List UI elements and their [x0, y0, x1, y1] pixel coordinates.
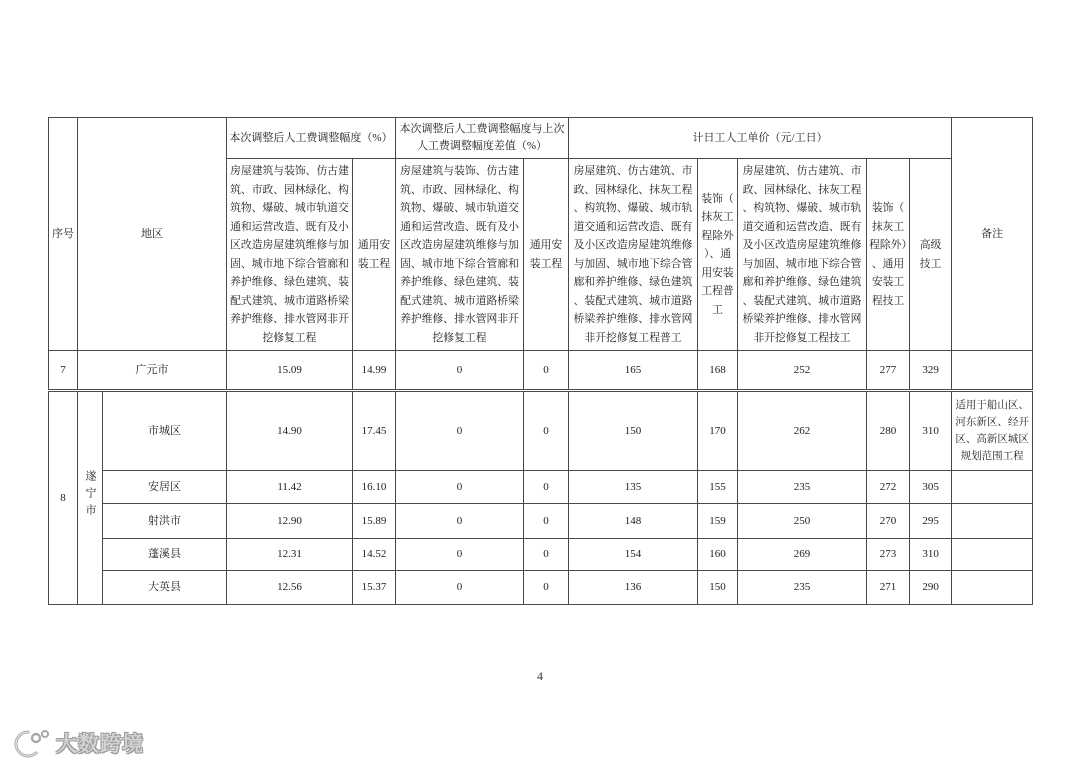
- table-row: [49, 391, 1033, 471]
- remark-cell: [952, 539, 1033, 571]
- value-cell: 12.90: [227, 504, 353, 539]
- wage-adjustment-table: [48, 117, 1033, 605]
- value-cell: 15.37: [353, 571, 396, 605]
- watermark: [8, 726, 144, 760]
- value-cell: 329: [910, 351, 952, 391]
- value-cell: 0: [396, 539, 524, 571]
- table-row: [49, 351, 1033, 391]
- value-cell: 310: [910, 391, 952, 471]
- value-cell: 14.90: [227, 391, 353, 471]
- table-row: [49, 571, 1033, 605]
- value-cell: 159: [698, 504, 738, 539]
- header-adjustment-range: 本次调整后人工费调整幅度（%）: [227, 118, 396, 159]
- value-cell: 277: [867, 351, 910, 391]
- value-cell: 12.56: [227, 571, 353, 605]
- value-cell: 252: [738, 351, 867, 391]
- value-cell: 0: [524, 571, 569, 605]
- header-region: 地区: [78, 118, 227, 351]
- value-cell: 15.09: [227, 351, 353, 391]
- subheader-senior-technician: 高级技工: [910, 159, 952, 351]
- subheader-decoration-technician: 装饰（抹灰工程除外）、通用安装工程技工: [867, 159, 910, 351]
- value-cell: 0: [524, 351, 569, 391]
- value-cell: 262: [738, 391, 867, 471]
- value-cell: 15.89: [353, 504, 396, 539]
- logo-icon: [8, 726, 52, 760]
- value-cell: 270: [867, 504, 910, 539]
- remark-text: 适用于船山区、河东新区、经开区、高新区城区规划范围工程: [955, 400, 1029, 462]
- value-cell: 165: [569, 351, 698, 391]
- value-cell: 0: [396, 471, 524, 504]
- city-name: 遂宁市: [84, 469, 96, 521]
- subheader-building-range: 房屋建筑与装饰、仿古建筑、市政、园林绿化、构筑物、爆破、城市轨道交通和运营改造、既有及小区改造房屋建筑维修与加固、城市地下综合管廊和养护维修、绿色建筑、装配式建筑、城市道路桥梁养护维修、排水管网非开挖修复工程: [227, 159, 353, 351]
- header-adjustment-difference: 本次调整后人工费调整幅度与上次人工费调整幅度差值（%）: [396, 118, 569, 159]
- seq-cell: 8: [49, 391, 78, 605]
- district-cell: 市城区: [103, 391, 227, 471]
- value-cell: 160: [698, 539, 738, 571]
- value-cell: 271: [867, 571, 910, 605]
- remark-cell: [952, 571, 1033, 605]
- value-cell: 0: [396, 571, 524, 605]
- remark-cell: [952, 471, 1033, 504]
- value-cell: 295: [910, 504, 952, 539]
- header-seq: 序号: [49, 118, 78, 351]
- value-cell: 269: [738, 539, 867, 571]
- value-cell: 170: [698, 391, 738, 471]
- header-remark: 备注: [952, 118, 1033, 351]
- remark-cell: [952, 351, 1033, 391]
- table-row: [49, 504, 1033, 539]
- value-cell: 136: [569, 571, 698, 605]
- header-daily-wage: 计日工人工单价（元/工日）: [569, 118, 952, 159]
- value-cell: 250: [738, 504, 867, 539]
- value-cell: 12.31: [227, 539, 353, 571]
- district-cell: 安居区: [103, 471, 227, 504]
- value-cell: 155: [698, 471, 738, 504]
- subheader-building-technician: 房屋建筑、仿古建筑、市政、园林绿化、抹灰工程、构筑物、爆破、城市轨道交通和运营改造、既有及小区改造房屋建筑维修与加固、城市地下综合管廊和养护维修、绿色建筑、装配式建筑、城市道路桥梁养护维修、排水管网非开挖修复工程技工: [738, 159, 867, 351]
- value-cell: 0: [524, 391, 569, 471]
- city-cell: [78, 391, 103, 605]
- value-cell: 0: [524, 539, 569, 571]
- value-cell: 16.10: [353, 471, 396, 504]
- value-cell: 168: [698, 351, 738, 391]
- value-cell: 148: [569, 504, 698, 539]
- subheader-installation-range: 通用安装工程: [353, 159, 396, 351]
- seq-cell: 7: [49, 351, 78, 391]
- value-cell: 272: [867, 471, 910, 504]
- value-cell: 273: [867, 539, 910, 571]
- watermark-text: 大数跨境: [56, 732, 144, 756]
- value-cell: 0: [396, 391, 524, 471]
- value-cell: 235: [738, 571, 867, 605]
- value-cell: 14.52: [353, 539, 396, 571]
- district-cell: 蓬溪县: [103, 539, 227, 571]
- subheader-decoration-laborer: 装饰（抹灰工程除外）、通用安装工程普工: [698, 159, 738, 351]
- remark-cell: [952, 504, 1033, 539]
- remark-cell: [952, 391, 1033, 471]
- district-cell: 大英县: [103, 571, 227, 605]
- value-cell: 150: [569, 391, 698, 471]
- value-cell: 135: [569, 471, 698, 504]
- value-cell: 14.99: [353, 351, 396, 391]
- subheader-building-difference: 房屋建筑与装饰、仿古建筑、市政、园林绿化、构筑物、爆破、城市轨道交通和运营改造、既有及小区改造房屋建筑维修与加固、城市地下综合管廊和养护维修、绿色建筑、装配式建筑、城市道路桥梁养护维修、排水管网非开挖修复工程: [396, 159, 524, 351]
- subheader-installation-difference: 通用安装工程: [524, 159, 569, 351]
- value-cell: 150: [698, 571, 738, 605]
- value-cell: 235: [738, 471, 867, 504]
- value-cell: 0: [396, 351, 524, 391]
- table-row: [49, 539, 1033, 571]
- value-cell: 0: [396, 504, 524, 539]
- value-cell: 17.45: [353, 391, 396, 471]
- value-cell: 305: [910, 471, 952, 504]
- value-cell: 280: [867, 391, 910, 471]
- value-cell: 0: [524, 471, 569, 504]
- district-cell: 射洪市: [103, 504, 227, 539]
- table-row: [49, 471, 1033, 504]
- value-cell: 154: [569, 539, 698, 571]
- value-cell: 310: [910, 539, 952, 571]
- value-cell: 11.42: [227, 471, 353, 504]
- value-cell: 290: [910, 571, 952, 605]
- value-cell: 0: [524, 504, 569, 539]
- region-cell: 广元市: [78, 351, 227, 391]
- subheader-building-laborer: 房屋建筑、仿古建筑、市政、园林绿化、抹灰工程、构筑物、爆破、城市轨道交通和运营改造、既有及小区改造房屋建筑维修与加固、城市地下综合管廊和养护维修、绿色建筑、装配式建筑、城市道路桥梁养护维修、排水管网非开挖修复工程普工: [569, 159, 698, 351]
- page-number: 4: [537, 669, 543, 683]
